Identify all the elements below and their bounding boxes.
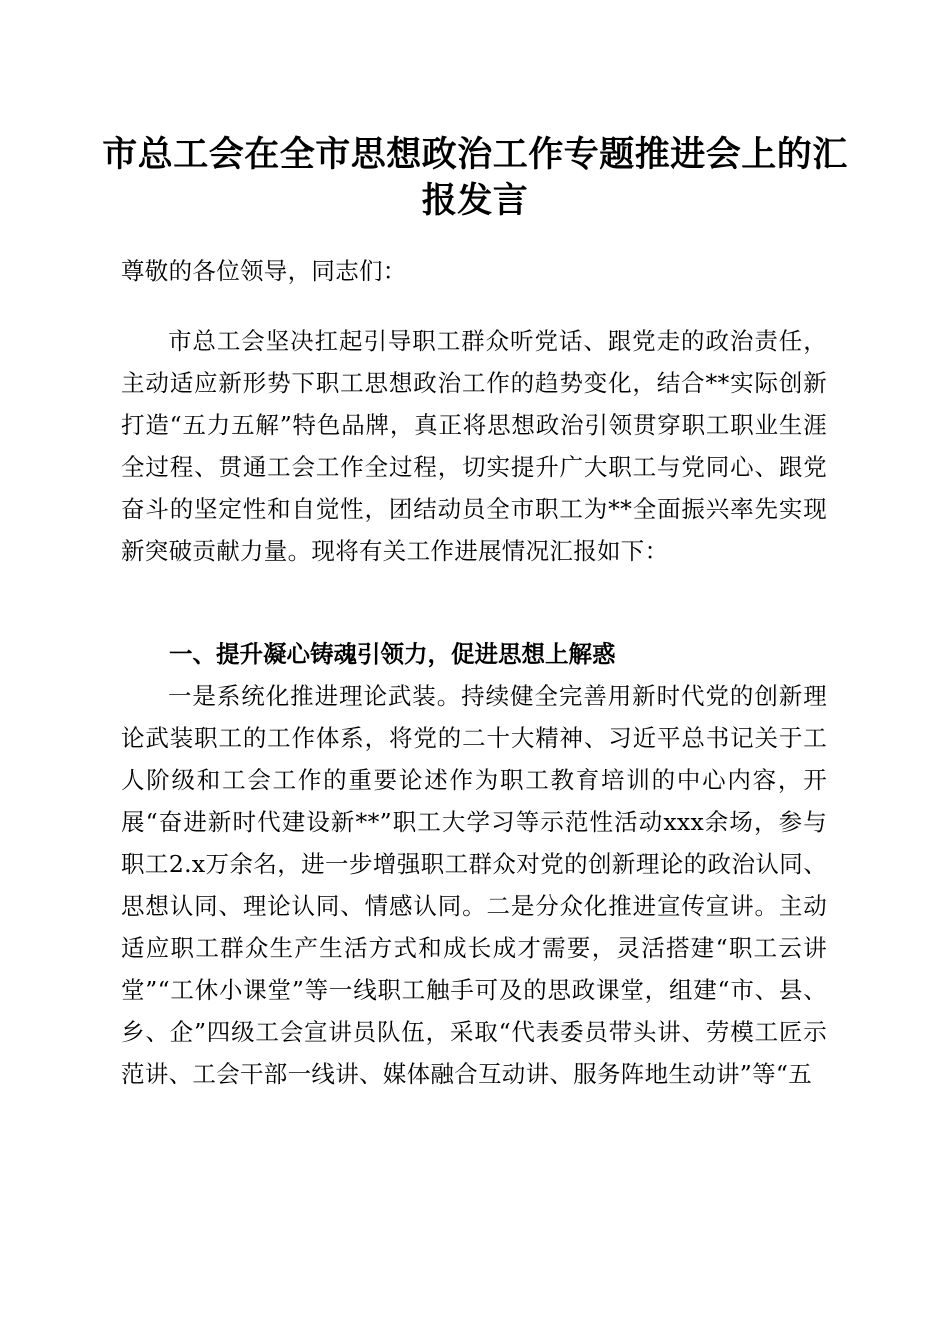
paragraph-intro: 市总工会坚决扛起引导职工群众听党话、跟党走的政治责任，主动适应新形势下职工思想政治工作的趋势变化，结合**实际创新打造“五力五解”特色品牌，真正将思想政治引领贯穿职工职业生涯全过程、贯通工会工作全过程，切实提升广大职工与党同心、跟党奋斗的坚定性和自觉性，团结动员全市职工为**全面振兴率先实现新突破贡献力量。现将有关工作进展情况汇报如下：: [121, 327, 827, 565]
paragraph-section-1: 一是系统化推进理论武装。持续健全完善用新时代党的创新理论武装职工的工作体系，将党的二十大精神、习近平总书记关于工人阶级和工会工作的重要论述作为职工教育培训的中心内容，开展“奋进新时代建设新**”职工大学习等示范性活动xxx余场，参与职工2.x万余名，进一步增强职工群众对党的创新理论的政治认同、思想认同、理论认同、情感认同。二是分众化推进宣传宣讲。主动适应职工群众生产生活方式和成长成才需要，灵活搭建“职工云讲堂”“工休小课堂”等一线职工触手可及的思政课堂，组建“市、县、乡、企”四级工会宣讲员队伍，采取“代表委员带头讲、劳模工匠示范讲、工会干部一线讲、媒体融合互动讲、服务阵地生动讲”等“五: [121, 682, 827, 1088]
salutation: 尊敬的各位领导，同志们：: [121, 257, 407, 285]
document-title: 市总工会在全市思想政治工作专题推进会上的汇报发言: [102, 134, 848, 221]
section-heading-1: 一、提升凝心铸魂引领力，促进思想上解惑: [169, 640, 616, 668]
